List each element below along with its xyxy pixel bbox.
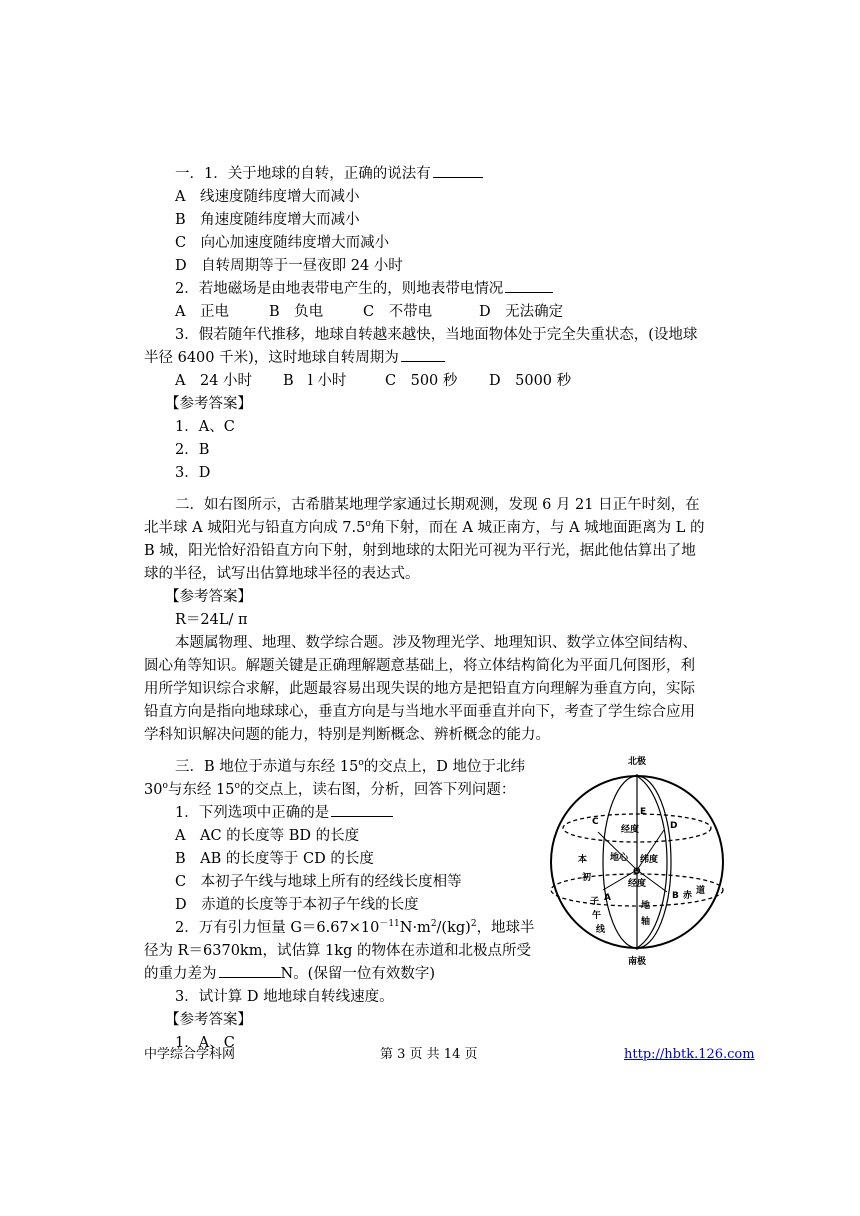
q3-option-c: C 本初子午线与地球上所有的经线长度相等 — [175, 874, 462, 890]
north-pole-label: 北极 — [628, 757, 647, 767]
point-e-label: E — [640, 807, 647, 817]
q1-answer-title: 【参考答案】 — [165, 396, 252, 412]
footer-site-name: 中学综合学科网 — [144, 1047, 236, 1062]
point-o-label: O — [633, 867, 641, 877]
q2-line4: 球的半径，试写出估算地球半径的表达式。 — [144, 566, 420, 582]
prime-meridian-char-3: 子 — [590, 897, 600, 907]
q1-answer-1: 1．A、C — [175, 419, 235, 435]
q3-option-b: B AB 的长度等于 CD 的长度 — [175, 851, 374, 867]
point-b-label: B — [672, 891, 679, 901]
footer-link[interactable]: http://hbtk.126.com — [624, 1047, 755, 1062]
longitude-label-top: 经度 — [621, 825, 640, 835]
q1-3-option-c: C 500 秒 — [385, 373, 458, 389]
q2-explain-3: 用所学知识综合求解，此题最容易出现失误的地方是把铅直方向理解为垂直方向，实际 — [144, 681, 695, 697]
earth-globe-diagram — [542, 752, 732, 972]
q3-sub2-line1: 2．万有引力恒量 $G=6.67\times 10^{-11}N\cdot m^2/(kg)^2$，地球半 — [175, 919, 535, 936]
equator-label-1: 赤 — [683, 891, 693, 901]
q1-option-c: C 向心加速度随纬度增大而减小 — [175, 235, 390, 251]
q2-line2: 北半球 A 城阳光与铅直方向成 7.5$^o$角下射，而在 A 城正南方，与 A 城地面距离为 L 的 — [144, 519, 705, 536]
prime-meridian-char-5: 线 — [596, 925, 606, 935]
q3-line1: 三．B 地位于赤道与东经 15$^o$的交点上，D 地位于北纬 — [175, 758, 525, 775]
q1-3-option-a: A 24 小时 — [175, 373, 253, 389]
prime-meridian-char-2: 初 — [582, 873, 592, 883]
prime-meridian-char-4: 午 — [592, 911, 602, 921]
q1-3-option-d: D 5000 秒 — [489, 373, 572, 389]
q1-2-option-c: C 不带电 — [363, 304, 433, 320]
earth-center-label: 地心 — [610, 853, 629, 863]
q3-sub3: 3．试计算 D 地地球自转线速度。 — [175, 989, 394, 1005]
prime-meridian-char-1: 本 — [578, 855, 588, 865]
q3-answer-1: 1．A、C — [175, 1035, 235, 1051]
footer-page-number: 第 3 页 共 14 页 — [380, 1047, 478, 1062]
q1-option-d: D 自转周期等于一昼夜即 24 小时 — [175, 258, 403, 274]
q1-option-a: A 线速度随纬度增大而减小 — [175, 189, 360, 205]
q3-sub1: 1．下列选项中正确的是 — [175, 802, 393, 824]
q3-answer-title: 【参考答案】 — [165, 1012, 252, 1028]
longitude-label-bottom: 经度 — [628, 879, 647, 889]
point-c-label: C — [592, 817, 599, 827]
q2-line3: B 城，阳光恰好沿铅直方向下射，射到地球的太阳光可视为平行光，据此他估算出了地 — [144, 543, 696, 559]
south-pole-label: 南极 — [628, 957, 647, 967]
q1-answer-2: 2．B — [175, 442, 210, 458]
q2-explain-4: 铅直方向是指向地球球心，垂直方向是与当地水平面垂直并向下，考查了学生综合应用 — [144, 704, 695, 720]
q3-line2: 30$^o$与东经 15$^o$的交点上，读右图，分析，回答下列问题： — [144, 781, 516, 798]
q2-answer: R＝24L/ π — [175, 612, 248, 628]
q1-stem: 一．1．关于地球的自转，正确的说法有 — [175, 163, 483, 185]
q1-2-option-a: A 正电 — [175, 304, 229, 320]
q3-sub2-line3: 的重力差为 N。(保留一位有效数字) — [144, 963, 435, 985]
q2-explain-1: 本题属物理、地理、数学综合题。涉及物理光学、地理知识、数学立体空间结构、 — [175, 635, 697, 651]
point-d-label: D — [670, 821, 678, 831]
q1-answer-3: 3．D — [175, 465, 211, 481]
q1-2-option-d: D 无法确定 — [479, 304, 564, 320]
earth-axis-char-2: 轴 — [641, 917, 651, 927]
q1-3-option-b: B l 小时 — [283, 373, 347, 389]
q2-answer-title: 【参考答案】 — [165, 589, 252, 605]
q2-explain-5: 学科知识解决问题的能力，特别是判断概念、辨析概念的能力。 — [144, 727, 550, 743]
point-a-label: A — [604, 893, 611, 903]
latitude-label: 纬度 — [640, 855, 659, 865]
q1-3-line2: 半径 6400 千米)，这时地球自转周期为 — [144, 347, 445, 369]
q1-2-stem: 2．若地磁场是由地表带电产生的，则地表带电情况 — [175, 278, 553, 300]
equator-label-2: 道 — [696, 886, 706, 896]
q2-explain-2: 圆心角等知识。解题关键是正确理解题意基础上，将立体结构简化为平面几何图形，利 — [144, 658, 695, 674]
q1-3-line1: 3．假若随年代推移，地球自转越来越快，当地面物体处于完全失重状态，(设地球 — [175, 327, 698, 343]
q1-3-options — [175, 370, 571, 392]
q3-sub2-line2: 径为 R＝6370km，试估算 1kg 的物体在赤道和北极点所受 — [144, 943, 531, 959]
q1-option-b: B 角速度随纬度增大而减小 — [175, 212, 360, 228]
q2-line1: 二．如右图所示，古希腊某地理学家通过长期观测，发现 6 月 21 日正午时刻，在 — [175, 497, 700, 513]
q1-2-option-b: B 负电 — [269, 304, 324, 320]
q1-2-options — [175, 301, 563, 323]
q3-option-d: D 赤道的长度等于本初子午线的长度 — [175, 897, 419, 913]
earth-axis-char-1: 地 — [641, 901, 651, 911]
radius-oc — [598, 832, 637, 870]
q3-option-a: A AC 的长度等 BD 的长度 — [175, 828, 360, 844]
